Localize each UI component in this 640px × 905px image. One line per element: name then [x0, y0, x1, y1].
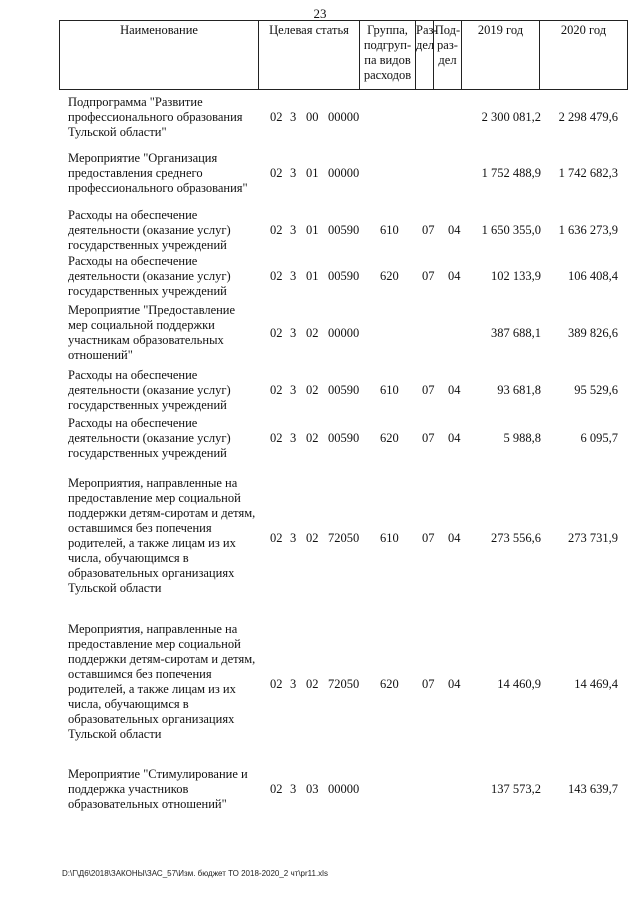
row-code-d: 00590	[328, 431, 360, 445]
row-code-b: 3	[290, 110, 297, 124]
page-number: 23	[313, 6, 327, 21]
row-code-a: 02	[270, 326, 283, 340]
row-group: 610	[380, 531, 399, 545]
row-code-d: 00590	[328, 223, 360, 237]
row-code-b: 3	[290, 223, 297, 237]
row-value-2020: 273 731,9	[568, 531, 618, 545]
row-code-c: 01	[306, 223, 319, 237]
row-group: 620	[380, 431, 399, 445]
row-code-d: 00000	[328, 782, 360, 796]
row-code-a: 02	[270, 531, 283, 545]
row-code-c: 02	[306, 326, 319, 340]
row-name: Расходы на обеспечение деятельности (оказание услуг) государственных учреждений	[68, 368, 231, 412]
row-code-b: 3	[290, 431, 297, 445]
row-name: Расходы на обеспечение деятельности (оказание услуг) государственных учреждений	[68, 208, 231, 252]
row-podrazdel: 04	[448, 431, 461, 445]
row-value-2019: 137 573,2	[491, 782, 541, 796]
row-name: Мероприятие "Организация предоставления среднего профессионального образования"	[68, 151, 248, 195]
row-code-a: 02	[270, 782, 283, 796]
row-value-2020: 1 742 682,3	[558, 166, 618, 180]
row-podrazdel: 04	[448, 531, 461, 545]
row-value-2019: 102 133,9	[491, 269, 541, 283]
row-code-a: 02	[270, 223, 283, 237]
header-name: Наименование	[60, 21, 259, 90]
row-value-2019: 387 688,1	[491, 326, 541, 340]
row-podrazdel: 04	[448, 223, 461, 237]
row-name: Мероприятие "Стимулирование и поддержка участников образовательных отношений"	[68, 767, 248, 811]
row-code-d: 00000	[328, 110, 360, 124]
row-group: 610	[380, 223, 399, 237]
row-code-d: 72050	[328, 677, 360, 691]
row-razdel: 07	[422, 677, 435, 691]
row-code-a: 02	[270, 269, 283, 283]
row-name: Мероприятия, направленные на предоставление мер социальной поддержки детям-сиротам и детям, оставшимся без попечения родителей, а также лицам из их числа, обучающимся в образовательных организациях Тульской области	[68, 622, 256, 741]
row-code-a: 02	[270, 677, 283, 691]
row-code-c: 02	[306, 383, 319, 397]
row-code-d: 72050	[328, 531, 360, 545]
row-code-d: 00590	[328, 383, 360, 397]
row-code-b: 3	[290, 166, 297, 180]
row-code-c: 01	[306, 166, 319, 180]
row-value-2019: 5 988,8	[503, 431, 541, 445]
footer-file-path: D:\Г\Д6\2018\ЗАКОНЫ\ЗАС_57\Изм. бюджет ТО 2018-2020_2 чт\pr11.xls	[62, 869, 328, 878]
row-podrazdel: 04	[448, 383, 461, 397]
row-value-2020: 2 298 479,6	[558, 110, 618, 124]
row-code-b: 3	[290, 531, 297, 545]
row-value-2019: 1 752 488,9	[481, 166, 541, 180]
row-group: 620	[380, 269, 399, 283]
row-razdel: 07	[422, 531, 435, 545]
row-value-2020: 95 529,6	[574, 383, 618, 397]
row-code-b: 3	[290, 782, 297, 796]
row-name: Мероприятия, направленные на предоставление мер социальной поддержки детям-сиротам и детям, оставшимся без попечения родителей, а также лицам из их числа, обучающимся в образовательных организациях Тульской области	[68, 476, 256, 595]
header-2020: 2020 год	[540, 21, 628, 90]
row-code-c: 00	[306, 110, 319, 124]
row-code-a: 02	[270, 383, 283, 397]
row-code-c: 02	[306, 431, 319, 445]
row-code-a: 02	[270, 431, 283, 445]
row-code-a: 02	[270, 110, 283, 124]
row-value-2019: 93 681,8	[497, 383, 541, 397]
row-code-b: 3	[290, 326, 297, 340]
row-value-2020: 389 826,6	[568, 326, 618, 340]
header-group: Группа, подгруп- па видов расходов	[360, 21, 416, 90]
row-group: 620	[380, 677, 399, 691]
row-name: Подпрограмма "Развитие профессионального образования Тульской области"	[68, 95, 243, 139]
row-code-c: 03	[306, 782, 319, 796]
row-podrazdel: 04	[448, 269, 461, 283]
row-value-2020: 14 469,4	[574, 677, 618, 691]
row-code-b: 3	[290, 383, 297, 397]
row-razdel: 07	[422, 269, 435, 283]
row-value-2019: 1 650 355,0	[481, 223, 541, 237]
row-value-2020: 6 095,7	[580, 431, 618, 445]
row-code-d: 00000	[328, 326, 360, 340]
row-value-2019: 273 556,6	[491, 531, 541, 545]
row-code-c: 02	[306, 677, 319, 691]
row-code-d: 00000	[328, 166, 360, 180]
row-razdel: 07	[422, 223, 435, 237]
row-value-2020: 106 408,4	[568, 269, 618, 283]
row-value-2020: 143 639,7	[568, 782, 618, 796]
row-code-a: 02	[270, 166, 283, 180]
row-name: Расходы на обеспечение деятельности (оказание услуг) государственных учреждений	[68, 416, 231, 460]
row-razdel: 07	[422, 431, 435, 445]
row-group: 610	[380, 383, 399, 397]
row-podrazdel: 04	[448, 677, 461, 691]
row-name: Расходы на обеспечение деятельности (оказание услуг) государственных учреждений	[68, 254, 231, 298]
row-value-2019: 14 460,9	[497, 677, 541, 691]
row-razdel: 07	[422, 383, 435, 397]
row-code-c: 01	[306, 269, 319, 283]
header-target-article: Целевая статья	[259, 21, 360, 90]
row-code-b: 3	[290, 269, 297, 283]
row-code-d: 00590	[328, 269, 360, 283]
header-razdel: Раз- дел	[416, 21, 434, 90]
row-code-b: 3	[290, 677, 297, 691]
row-code-c: 02	[306, 531, 319, 545]
header-2019: 2019 год	[462, 21, 540, 90]
row-name: Мероприятие "Предоставление мер социальной поддержки участникам образовательных отношений"	[68, 303, 236, 362]
header-podrazdel: Под- раз- дел	[434, 21, 462, 90]
row-value-2020: 1 636 273,9	[558, 223, 618, 237]
row-value-2019: 2 300 081,2	[481, 110, 541, 124]
